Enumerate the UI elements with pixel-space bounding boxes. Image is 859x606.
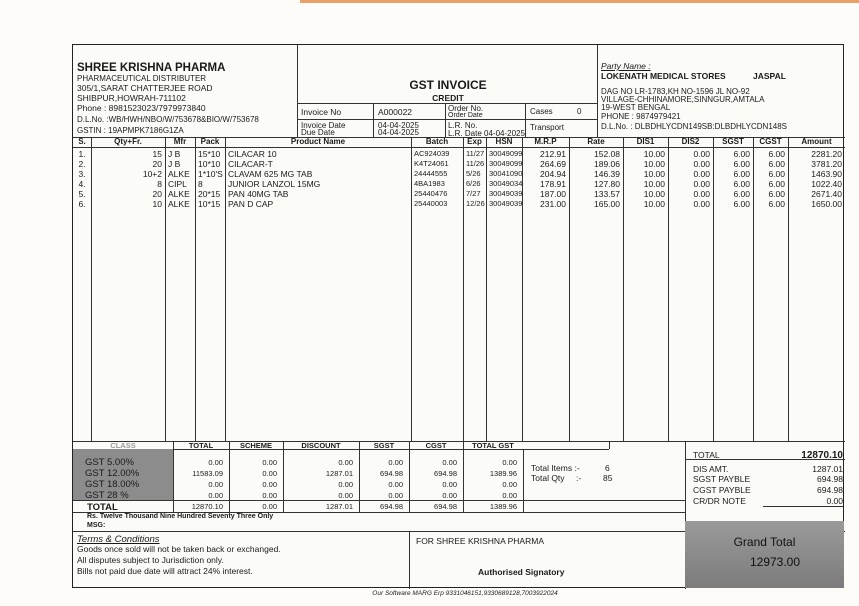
due-date-label: Due Date [301, 128, 335, 137]
summary-cell-sgst: 694.98 [380, 469, 403, 478]
summary-cell-cgst: 0.00 [442, 458, 457, 467]
invoice-subtitle: CREDIT [432, 93, 464, 103]
summary-total-sgst: 694.98 [380, 502, 403, 511]
summary-cell-gst: 1389.96 [489, 469, 517, 478]
cgst-payble-label: CGST PAYBLE [693, 485, 751, 495]
terms-line2: All disputes subject to Jurisdiction only. [77, 555, 224, 565]
summary-cell-cgst: 694.98 [434, 469, 457, 478]
cell-pack: 8 [198, 179, 203, 189]
summary-cell-total: 11583.09 [192, 469, 223, 478]
cell-qty: 10 [152, 199, 162, 209]
summary-cell-sgst: 0.00 [388, 480, 403, 489]
sgst-payble-value: 694.98 [817, 474, 843, 484]
cell-product: PAN D CAP [228, 199, 274, 209]
cell-qty: 10+2 [142, 169, 162, 179]
seller-line2: 305/1,SARAT CHATTERJEE ROAD [77, 83, 213, 93]
cell-dis2: 0.00 [693, 179, 710, 189]
summary-total-label: TOTAL [87, 502, 118, 513]
terms-line3: Bills not paid due date will attract 24% interest. [77, 566, 253, 576]
column-header-mfr: Mfr [173, 137, 187, 146]
summary-cell-gst: 0.00 [502, 491, 517, 500]
total-items-value: 6 [605, 463, 610, 473]
cell-rate: 165.00 [594, 199, 620, 209]
cell-mrp: 212.91 [540, 149, 566, 159]
lr-date-label: L.R. Date 04-04-2025 [448, 129, 525, 138]
cell-qty: 20 [152, 159, 162, 169]
invoice-no-label: Invoice No [301, 107, 342, 117]
party-label: Party Name : [601, 61, 651, 71]
summary-cell-gst: 0.00 [502, 480, 517, 489]
summary-total-scheme: 0.00 [262, 502, 277, 511]
summary-header-total: TOTAL [188, 441, 214, 450]
summary-total-cgst: 694.98 [434, 502, 457, 511]
invoice-title: GST INVOICE [409, 78, 487, 92]
grand-total-label: Grand Total [733, 535, 796, 549]
cell-exp: 6/26 [466, 179, 481, 188]
for-company: FOR SHREE KRISHNA PHARMA [416, 536, 544, 546]
column-header-dis2: DIS2 [681, 137, 700, 146]
summary-cell-discount: 0.00 [338, 458, 353, 467]
cell-s: 4. [78, 179, 86, 189]
cell-hsn: 30049099 [489, 159, 523, 168]
summary-cell-sgst: 0.00 [388, 491, 403, 500]
cell-cgst: 6.00 [768, 159, 785, 169]
page-top-stripe [300, 0, 859, 3]
cell-mfr: J B [168, 149, 181, 159]
seller-gstin: GSTIN : 19APMPK7186G1ZA [77, 126, 184, 135]
software-footer: Our Software MARG Erp 9331046151,9330689128,7003922024 [372, 590, 558, 597]
cell-mrp: 204.94 [540, 169, 566, 179]
authorised-signatory: Authorised Signatory [478, 567, 565, 577]
cell-hsn: 30049034 [489, 179, 523, 188]
crdr-note-value: 0.00 [763, 496, 843, 507]
cell-batch: 24444555 [414, 169, 448, 178]
cgst-payble-value: 694.98 [817, 485, 843, 495]
seller-line3: SHIBPUR,HOWRAH-711102 [77, 93, 186, 103]
summary-header-gst: TOTAL GST [472, 441, 514, 450]
dis-amt-value: 1287.01 [812, 464, 843, 474]
totals-total-value: 12870.10 [801, 450, 843, 461]
summary-cell-cgst: 0.00 [442, 491, 457, 500]
msg-label: MSG: [87, 522, 106, 529]
summary-cell-cls: GST 5.00% [85, 457, 134, 468]
cell-dis1: 10.00 [643, 199, 665, 209]
amount-in-words: Rs. Twelve Thousand Nine Hundred Seventy Three Only [87, 513, 274, 520]
column-header-cgst: CGST [759, 137, 782, 146]
cell-mfr: ALKE [168, 199, 190, 209]
cases-label: Cases [530, 107, 553, 116]
cell-mrp: 178.91 [540, 179, 566, 189]
summary-cell-cgst: 0.00 [442, 480, 457, 489]
order-no-label: Order No. [448, 104, 484, 113]
cell-pack: 10*15 [198, 199, 221, 209]
order-date-label: Order Date [448, 112, 483, 119]
cell-amount: 2281.20 [811, 149, 842, 159]
terms-line1: Goods once sold will not be taken back or exchanged. [77, 544, 281, 554]
cases-value: 0 [577, 107, 582, 116]
cell-qty: 8 [157, 179, 162, 189]
cell-cgst: 6.00 [768, 199, 785, 209]
cell-dis1: 10.00 [643, 179, 665, 189]
dis-amt-label: DIS AMT. [693, 464, 729, 474]
party-name: LOKENATH MEDICAL STORES [601, 71, 726, 81]
column-header-pack: Pack [200, 137, 220, 146]
cell-pack: 20*15 [198, 189, 221, 199]
party-place: JASPAL [753, 71, 786, 81]
crdr-note-label: CR/DR NOTE [693, 496, 746, 506]
cell-batch: AC924039 [414, 149, 450, 158]
summary-cell-cls: GST 12.00% [85, 468, 140, 479]
total-qty-sep: :- [576, 473, 582, 483]
cell-sgst: 6.00 [733, 159, 750, 169]
cell-batch: 25440003 [414, 199, 448, 208]
cell-sgst: 6.00 [733, 149, 750, 159]
column-header-amount: Amount [801, 137, 832, 146]
invoice-no-value: A000022 [378, 107, 413, 117]
sgst-payble-label: SGST PAYBLE [693, 474, 751, 484]
cell-dis2: 0.00 [693, 149, 710, 159]
cell-dis2: 0.00 [693, 169, 710, 179]
summary-cell-scheme: 0.00 [262, 469, 277, 478]
cell-cgst: 6.00 [768, 189, 785, 199]
summary-cell-sgst: 0.00 [388, 458, 403, 467]
cell-dis1: 10.00 [643, 189, 665, 199]
cell-amount: 1463.90 [811, 169, 842, 179]
party-addr1: DAG NO LR-1783,KH NO-1596 JL NO-92 [601, 87, 750, 96]
invoice-date-label: Invoice Date [301, 121, 346, 130]
summary-header-sgst: SGST [373, 441, 395, 450]
seller-line1: PHARMACEUTICAL DISTRIBUTER [77, 74, 207, 83]
total-qty-label: Total Qty [531, 473, 565, 483]
column-header-batch: Batch [425, 137, 449, 146]
cell-mfr: J B [168, 159, 181, 169]
cell-s: 5. [78, 189, 86, 199]
summary-cell-discount: 0.00 [338, 491, 353, 500]
cell-amount: 2671.40 [811, 189, 842, 199]
cell-mrp: 231.00 [540, 199, 566, 209]
transport-label: Transport [530, 123, 564, 132]
summary-total-gst: 1389.96 [489, 502, 517, 511]
summary-cell-discount: 1287.01 [325, 469, 353, 478]
table-row [73, 169, 845, 179]
summary-total-discount: 1287.01 [325, 502, 353, 511]
summary-header-scheme: SCHEME [239, 441, 273, 450]
cell-hsn: 30041090 [489, 169, 523, 178]
cell-batch: 4BA1983 [414, 179, 445, 188]
seller-name: SHREE KRISHNA PHARMA [77, 62, 226, 74]
table-row [73, 149, 845, 159]
cell-qty: 15 [152, 149, 162, 159]
cell-batch: K4T24061 [414, 159, 449, 168]
cell-s: 3. [78, 169, 86, 179]
cell-cgst: 6.00 [768, 179, 785, 189]
cell-s: 6. [78, 199, 86, 209]
column-header-s: S. [78, 137, 86, 146]
cell-dis2: 0.00 [693, 199, 710, 209]
summary-cell-scheme: 0.00 [262, 458, 277, 467]
column-header-exp: Exp [467, 137, 482, 146]
cell-amount: 1022.40 [811, 179, 842, 189]
cell-cgst: 6.00 [768, 149, 785, 159]
cell-qty: 20 [152, 189, 162, 199]
cell-product: CILACAR-T [228, 159, 273, 169]
party-addr3: 19-WEST BENGAL [601, 103, 671, 112]
column-header-product: Product Name [290, 137, 346, 146]
cell-amount: 3781.20 [811, 159, 842, 169]
invoice-sheet [72, 44, 844, 588]
cell-cgst: 6.00 [768, 169, 785, 179]
party-dl: D.L.No. : DLBDHLYCDN149SB:DLBDHLYCDN148S [601, 122, 787, 131]
summary-cell-total: 0.00 [208, 458, 223, 467]
column-header-mrp: M.R.P [534, 137, 557, 146]
cell-product: PAN 40MG TAB [228, 189, 289, 199]
cell-product: JUNIOR LANZOL 15MG [228, 179, 321, 189]
lr-no-label: L.R. No. [448, 121, 478, 130]
cell-rate: 189.06 [594, 159, 620, 169]
cell-dis1: 10.00 [643, 149, 665, 159]
column-header-sgst: SGST [722, 137, 744, 146]
total-qty-value: 85 [603, 473, 613, 483]
grand-total-box [685, 521, 844, 588]
column-header-hsn: HSN [495, 137, 513, 146]
cell-mfr: ALKE [168, 169, 190, 179]
cell-sgst: 6.00 [733, 169, 750, 179]
cell-exp: 12/26 [466, 199, 485, 208]
terms-title: Terms & Conditions [77, 534, 160, 545]
summary-cell-discount: 0.00 [338, 480, 353, 489]
due-date-value: 04-04-2025 [378, 128, 419, 137]
cell-rate: 152.08 [594, 149, 620, 159]
party-addr2: VILLAGE-CHHINAMORE,SINNGUR,AMTALA [601, 95, 765, 104]
total-items-label: Total Items :- [531, 463, 580, 473]
cell-mrp: 264.69 [540, 159, 566, 169]
cell-sgst: 6.00 [733, 189, 750, 199]
table-row [73, 159, 845, 169]
summary-header-discount: DISCOUNT [301, 441, 341, 450]
cell-exp: 5/26 [466, 169, 481, 178]
column-header-dis1: DIS1 [636, 137, 655, 146]
cell-sgst: 6.00 [733, 199, 750, 209]
cell-dis2: 0.00 [693, 189, 710, 199]
cell-hsn: 30049099 [489, 149, 523, 158]
summary-cell-gst: 0.00 [502, 458, 517, 467]
cell-s: 1. [78, 149, 86, 159]
summary-cell-total: 0.00 [208, 491, 223, 500]
cell-hsn: 30049039 [489, 199, 523, 208]
summary-cell-total: 0.00 [208, 480, 223, 489]
cell-batch: 25440476 [414, 189, 448, 198]
totals-total-label: TOTAL [693, 450, 720, 460]
table-row [73, 199, 845, 209]
cell-mfr: CIPL [168, 179, 187, 189]
cell-exp: 11/26 [466, 159, 485, 168]
cell-s: 2. [78, 159, 86, 169]
cell-product: CILACAR 10 [228, 149, 277, 159]
table-row [73, 179, 845, 189]
summary-total-total: 12870.10 [191, 502, 223, 511]
column-header-rate: Rate [587, 137, 605, 146]
cell-rate: 127.80 [594, 179, 620, 189]
cell-pack: 10*10 [198, 159, 221, 169]
cell-sgst: 6.00 [733, 179, 750, 189]
summary-cell-scheme: 0.00 [262, 491, 277, 500]
invoice-date-value: 04-04-2025 [378, 121, 419, 130]
grand-total-value: 12973.00 [749, 555, 801, 569]
summary-cell-cls: GST 28 % [85, 490, 129, 501]
cell-hsn: 30049039 [489, 189, 523, 198]
cell-pack: 15*10 [198, 149, 221, 159]
cell-exp: 7/27 [466, 189, 481, 198]
cell-product: CLAVAM 625 MG TAB [228, 169, 313, 179]
summary-header-cgst: CGST [425, 441, 447, 450]
cell-mfr: ALKE [168, 189, 190, 199]
cell-dis2: 0.00 [693, 159, 710, 169]
cell-dis1: 10.00 [643, 159, 665, 169]
cell-exp: 11/27 [466, 149, 485, 158]
seller-dl: D.L.No. :WB/HWH/NBO/W/753678&BIO/W/753678 [77, 115, 259, 124]
summary-header-cls: CLASS [110, 441, 136, 450]
cell-rate: 146.39 [594, 169, 620, 179]
party-phone: PHONE : 9874979421 [601, 112, 681, 121]
cell-mrp: 187.00 [540, 189, 566, 199]
cell-amount: 1650.00 [811, 199, 842, 209]
column-header-qty: Qty+Fr. [114, 137, 142, 146]
table-row [73, 189, 845, 199]
seller-phone: Phone : 8981523023/7979973840 [77, 103, 206, 113]
summary-cell-scheme: 0.00 [262, 480, 277, 489]
cell-rate: 133.57 [594, 189, 620, 199]
summary-cell-cls: GST 18.00% [85, 479, 140, 490]
cell-dis1: 10.00 [643, 169, 665, 179]
cell-pack: 1*10'S [198, 169, 223, 179]
